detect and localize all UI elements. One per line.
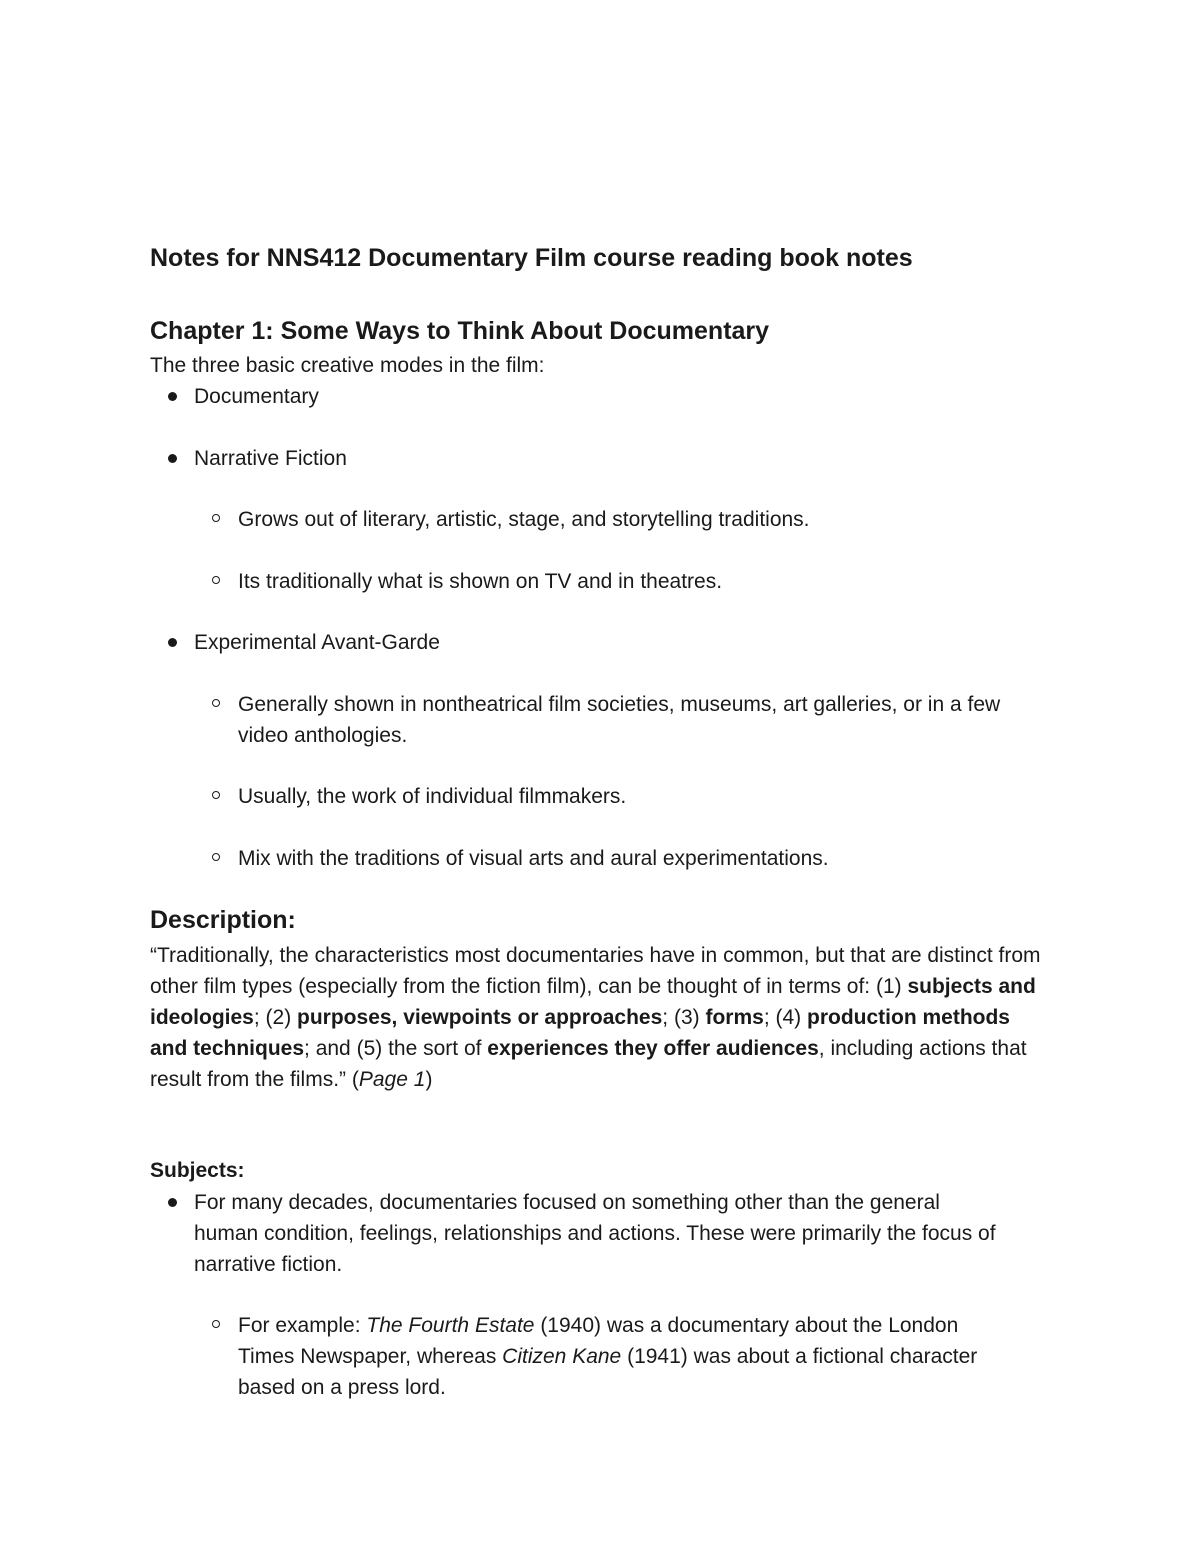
chapter-intro: The three basic creative modes in the film:	[150, 354, 545, 377]
example-text: (1940) was a documentary about the London Times Newspaper, whereas	[238, 1314, 959, 1368]
quote-emphasis: production methods and techniques	[150, 1006, 1010, 1060]
page-reference: Page 1	[358, 1068, 426, 1091]
bullet-icon	[168, 638, 177, 647]
chapter-title: Chapter 1: Some Ways to Think About Documentary	[150, 317, 770, 345]
film-title: The Fourth Estate	[366, 1314, 535, 1337]
quote-text: “Traditionally, the characteristics most documentaries have in common, but that are distinct from other film types (especially from the fiction film), can be thought of in terms of: (1)	[150, 944, 1041, 998]
description-heading: Description:	[150, 906, 296, 934]
list-item	[238, 1310, 1008, 1403]
quote-emphasis: forms	[705, 1006, 764, 1029]
list-item	[238, 566, 1058, 597]
quote-emphasis: experiences they offer audiences	[487, 1037, 819, 1060]
list-item	[194, 381, 319, 412]
list-item	[194, 1187, 1004, 1280]
list-item	[194, 443, 347, 474]
quote-text: , including actions that result from the films.” (	[150, 1037, 1027, 1091]
quote-text: ; (3)	[662, 1006, 706, 1029]
quote-emphasis: subjects and ideologies	[150, 975, 1036, 1029]
sub-item-text: Usually, the work of individual filmmakers.	[238, 785, 627, 808]
film-title: Citizen Kane	[502, 1345, 622, 1368]
mode-label-narrative-fiction: Narrative Fiction	[194, 447, 347, 470]
circle-bullet-icon	[212, 853, 220, 861]
circle-bullet-icon	[212, 699, 220, 707]
list-item	[238, 504, 1058, 535]
sub-item-text: Its traditionally what is shown on TV and in theatres.	[238, 570, 723, 593]
quote-text: ; and (5) the sort of	[304, 1037, 488, 1060]
subjects-heading: Subjects:	[150, 1159, 245, 1182]
bullet-icon	[168, 1198, 177, 1207]
quote-text: ; (4)	[763, 1006, 807, 1029]
circle-bullet-icon	[212, 791, 220, 799]
circle-bullet-icon	[212, 1320, 220, 1328]
sub-item-text: Grows out of literary, artistic, stage, and storytelling traditions.	[238, 508, 810, 531]
sub-item-text: Generally shown in nontheatrical film societies, museums, art galleries, or in a few video anthologies.	[238, 693, 1001, 747]
list-item	[238, 843, 1050, 874]
quote-emphasis: purposes, viewpoints or approaches	[297, 1006, 663, 1029]
sub-item-text: Mix with the traditions of visual arts and aural experimentations.	[238, 847, 829, 870]
example-lead: For example:	[238, 1314, 367, 1337]
description-quote	[150, 940, 1050, 1095]
bullet-icon	[168, 392, 177, 401]
example-text: (1941) was about a fictional character based on a press lord.	[238, 1345, 978, 1399]
bullet-icon	[168, 454, 177, 463]
list-item	[194, 627, 440, 658]
mode-label-documentary: Documentary	[194, 385, 319, 408]
mode-label-experimental: Experimental Avant-Garde	[194, 631, 440, 654]
quote-text: )	[425, 1068, 433, 1091]
list-item	[238, 689, 1050, 751]
document-title: Notes for NNS412 Documentary Film course reading book notes	[150, 244, 913, 272]
quote-text: ; (2)	[253, 1006, 298, 1029]
circle-bullet-icon	[212, 514, 220, 522]
circle-bullet-icon	[212, 576, 220, 584]
subjects-bullet-text: For many decades, documentaries focused on something other than the general human condition, feelings, relationships and actions. These were primarily the focus of narrative fiction.	[194, 1191, 996, 1276]
list-item	[238, 781, 1050, 812]
